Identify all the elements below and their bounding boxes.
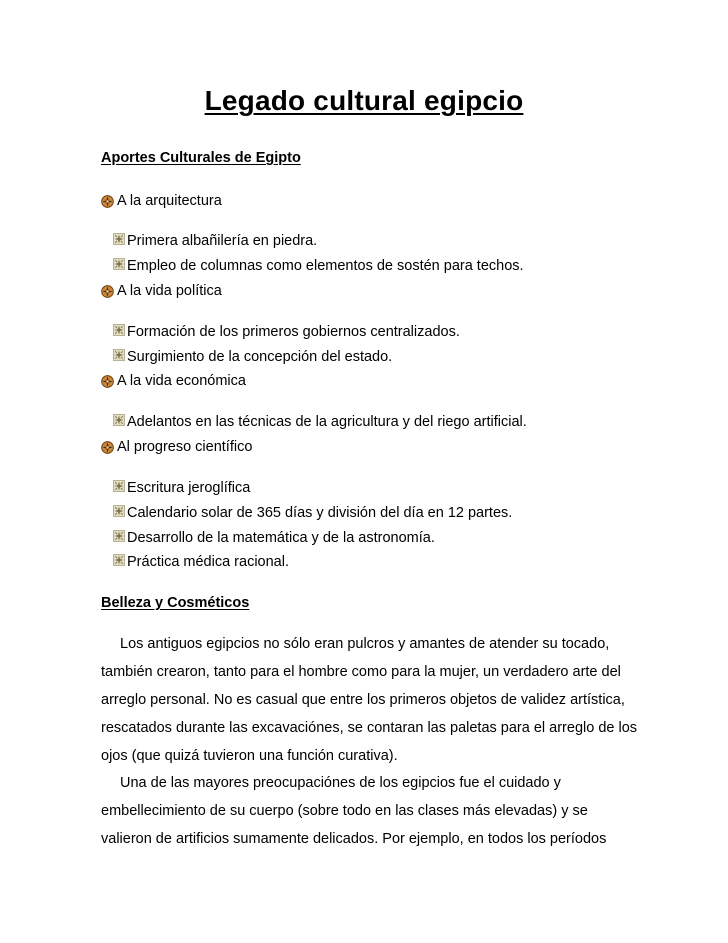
paragraph: Los antiguos egipcios no sólo eran pulcros y amantes de atender su tocado, también crearon, tanto para el hombre como para la mujer, un verdadero arte del arreglo personal. No es casual que entre los primeros objetos de validez artística, rescatados durante las excavaciónes, se contaran las paletas para el arreglo de los ojos (que quizá tuvieron una función curativa). [101,636,638,764]
list-item: Adelantos en las técnicas de la agricultura y del riego artificial. [113,413,527,431]
section-heading-aportes: Aportes Culturales de Egipto [101,150,301,166]
sparkle-bullet-icon [113,324,125,336]
list-item: Formación de los primeros gobiernos centralizados. [113,323,460,341]
list-item: Práctica médica racional. [113,553,289,571]
list-item: Surgimiento de la concepción del estado. [113,348,392,366]
sparkle-bullet-icon [113,505,125,517]
sparkle-bullet-icon [113,414,125,426]
bullet-label: A la vida política [117,283,222,299]
bullet-progreso-cientifico [101,438,252,456]
sparkle-bullet-icon [113,480,125,492]
list-item: Escritura jeroglífica [113,479,250,497]
bullet-label: A la arquitectura [117,193,222,209]
list-item: Primera albañilería en piedra. [113,232,317,250]
section-heading-belleza: Belleza y Cosméticos [101,595,250,611]
bullet-label: Al progreso científico [117,439,253,455]
document-title: Legado cultural egipcio [204,85,524,116]
sparkle-bullet-icon [113,530,125,542]
list-item: Empleo de columnas como elementos de sostén para techos. [113,257,524,275]
compass-bullet-icon [101,375,114,388]
sparkle-bullet-icon [113,554,125,566]
bullet-arquitectura [101,192,222,210]
list-item: Calendario solar de 365 días y división del día en 12 partes. [113,504,512,522]
paragraph: Una de las mayores preocupaciónes de los egipcios fue el cuidado y embellecimiento de su cuerpo (sobre todo en las clases más elevadas) y se valieron de artificios sumamente delicados. Por ejemplo, en todos los períodos [101,775,607,847]
sparkle-bullet-icon [113,349,125,361]
bullet-vida-politica [101,282,222,300]
bullet-vida-economica [101,372,246,390]
list-item: Desarrollo de la matemática y de la astronomía. [113,529,435,547]
sparkle-bullet-icon [113,233,125,245]
sparkle-bullet-icon [113,258,125,270]
bullet-label: A la vida económica [117,373,246,389]
compass-bullet-icon [101,441,114,454]
compass-bullet-icon [101,285,114,298]
compass-bullet-icon [101,195,114,208]
